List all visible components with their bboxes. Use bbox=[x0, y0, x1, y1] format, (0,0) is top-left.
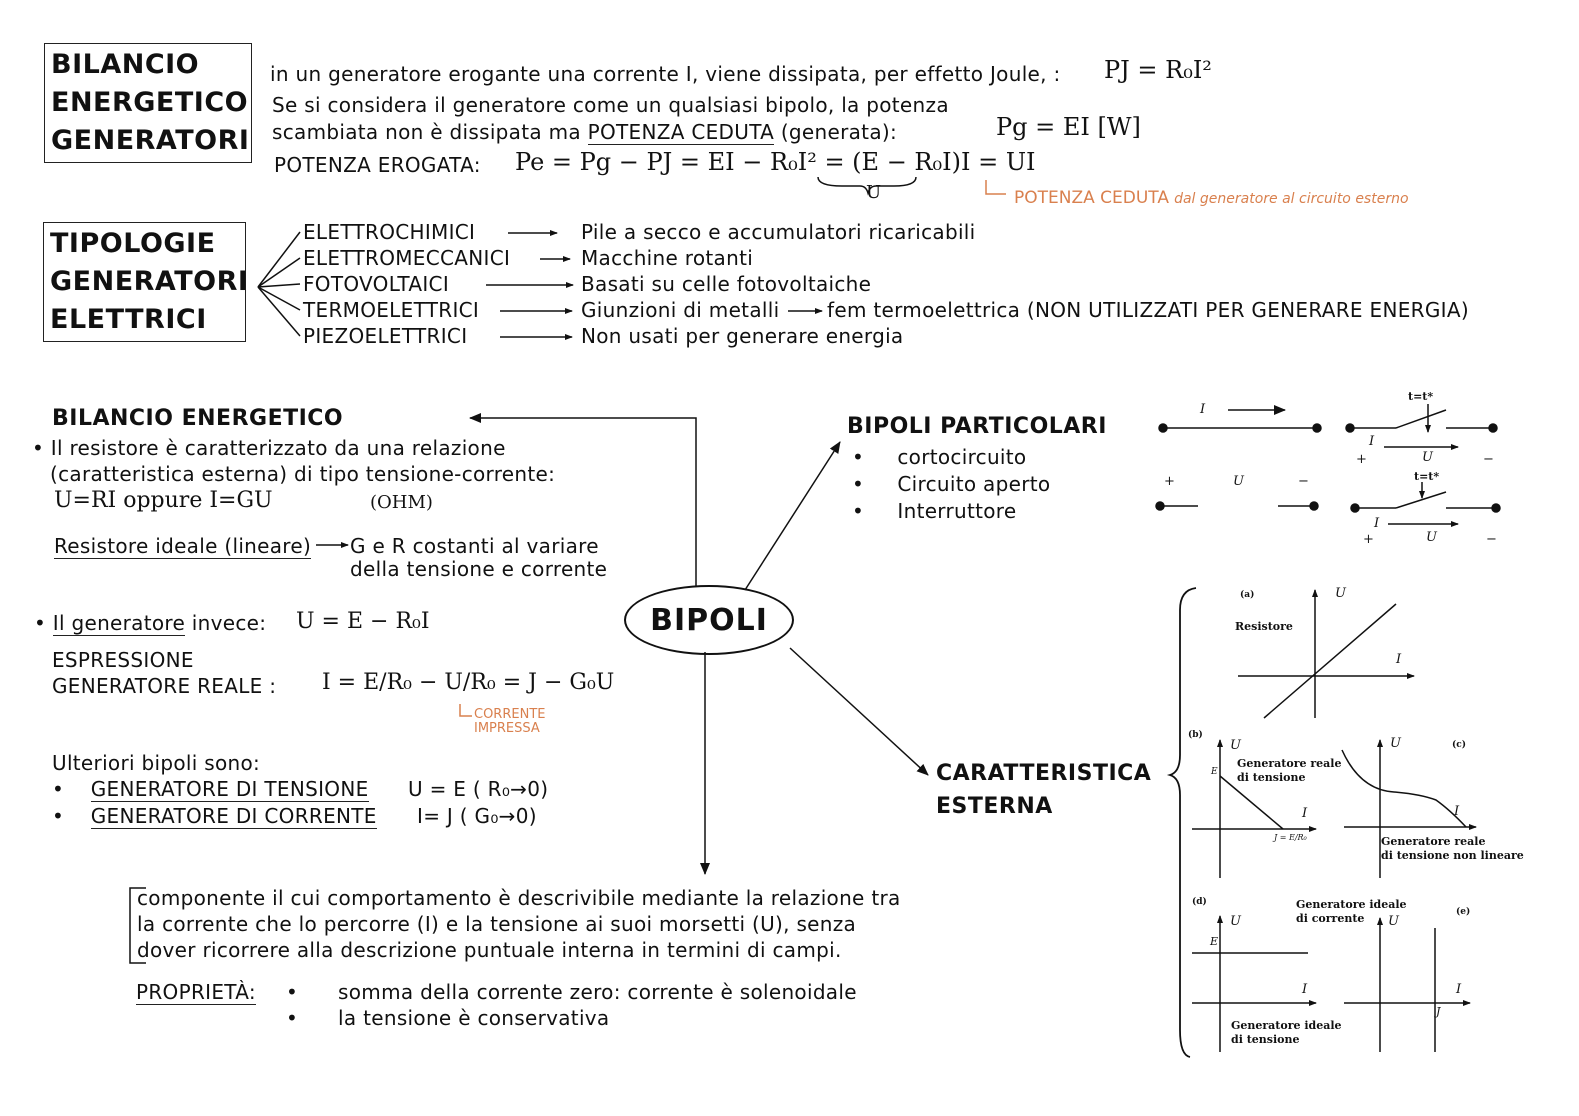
gen-tensione-formula: U = E ( R₀→0) bbox=[408, 777, 549, 801]
graph-c-name bbox=[1381, 835, 1524, 863]
graph-d-tag: (d) bbox=[1192, 897, 1207, 907]
title-line: GENERATORI bbox=[51, 125, 250, 156]
graph-a-y: U bbox=[1335, 586, 1346, 601]
orange-hook bbox=[986, 180, 1006, 194]
title-line: BILANCIO bbox=[51, 49, 200, 80]
bp-item-cortocircuito: • cortocircuito bbox=[852, 445, 1027, 469]
sw1-U: U bbox=[1422, 450, 1433, 465]
title-line: ENERGETICO bbox=[51, 87, 249, 118]
type-arrows bbox=[486, 233, 822, 337]
sw2-I: I bbox=[1374, 516, 1380, 531]
sw2-minus: − bbox=[1486, 532, 1497, 547]
graph-b-x: I bbox=[1302, 806, 1308, 821]
joule-line: in un generatore erogante una corrente I, viene dissipata, per effetto Joule, : bbox=[270, 62, 1061, 86]
generatore-underlined: Il generatore bbox=[52, 611, 186, 635]
graph-b-x0: J = E/R₀ bbox=[1274, 833, 1307, 842]
gen-tensione-label: GENERATORE DI TENSIONE bbox=[90, 777, 369, 801]
bullet-resistore-l1: • Il resistore è caratterizzato da una relazione bbox=[32, 436, 506, 460]
caratteristica-title-l2: ESTERNA bbox=[936, 794, 1053, 819]
potenza-erogata-label: POTENZA EROGATA: bbox=[274, 153, 481, 177]
name-line: di tensione bbox=[1231, 1033, 1300, 1046]
sw2-U: U bbox=[1426, 530, 1437, 545]
name-line: di corrente bbox=[1296, 912, 1365, 925]
text: Interruttore bbox=[897, 499, 1017, 523]
name-line: Generatore reale bbox=[1237, 757, 1342, 770]
text: scambiata non è dissipata ma bbox=[272, 120, 581, 144]
desc-termoelettrici-extra: fem termoelettrica (NON UTILIZZATI PER GENERARE ENERGIA) bbox=[827, 298, 1469, 322]
text: Circuito aperto bbox=[897, 472, 1051, 496]
title-line: TIPOLOGIE bbox=[50, 228, 216, 259]
note-text: dal generatore al circuito esterno bbox=[1174, 191, 1409, 207]
prop-2: • la tensione è conservativa bbox=[286, 1006, 610, 1030]
ca-U: U bbox=[1233, 474, 1244, 489]
bipoli-center-ellipse: BIPOLI bbox=[624, 585, 794, 655]
graph-b-y0: E bbox=[1211, 767, 1218, 777]
bipolo-line: Se si considera il generatore come un qualsiasi bipolo, la potenza bbox=[272, 93, 949, 117]
formula-joule: PJ = R₀I² bbox=[1104, 56, 1212, 84]
gen-corrente-label: GENERATORE DI CORRENTE bbox=[90, 804, 377, 828]
bp-item-interruttore: • Interruttore bbox=[852, 499, 1017, 523]
espressione-formula: I = E/R₀ − U/R₀ = J − G₀U bbox=[322, 670, 615, 695]
graph-b-y: U bbox=[1230, 738, 1241, 753]
brace-under bbox=[818, 177, 916, 193]
espressione-l2: GENERATORE REALE : bbox=[52, 674, 277, 698]
type-elettromeccanici: ELETTROMECCANICI bbox=[303, 246, 511, 270]
ca-minus: − bbox=[1298, 474, 1309, 489]
formula-erogata: Pe = Pg − PJ = EI − R₀I² = (E − R₀I)I = UI bbox=[515, 148, 1036, 176]
graph-a-tag: (a) bbox=[1240, 590, 1255, 600]
cortocircuito-diagram bbox=[1159, 410, 1321, 432]
cc-I-label: I bbox=[1200, 402, 1206, 417]
note-line: CORRENTE bbox=[474, 707, 546, 722]
circuito-aperto-diagram bbox=[1156, 502, 1318, 510]
graph-d-x: I bbox=[1302, 982, 1308, 997]
type-elettrochimici: ELETTROCHIMICI bbox=[303, 220, 476, 244]
name-line: di tensione bbox=[1237, 771, 1306, 784]
definition-l1: componente il cui comportamento è descrivibile mediante la relazione tra bbox=[137, 886, 901, 910]
desc-termoelettrici: Giunzioni di metalli bbox=[581, 298, 780, 322]
sw2-t: t=t* bbox=[1414, 470, 1440, 483]
graph-e-tag: (e) bbox=[1456, 907, 1471, 917]
resistore-ideale-underlined: Resistore ideale (lineare) bbox=[54, 534, 312, 558]
sw1-minus: − bbox=[1483, 452, 1494, 467]
orange-hook-2 bbox=[460, 704, 472, 716]
note-strong: POTENZA CEDUTA bbox=[1014, 188, 1169, 208]
definition-l2: la corrente che lo percorre (I) e la tensione ai suoi morsetti (U), senza bbox=[137, 912, 857, 936]
graph-a-x: I bbox=[1396, 652, 1402, 667]
graph-e-y: U bbox=[1388, 914, 1399, 929]
note-line: IMPRESSA bbox=[474, 721, 540, 736]
ideale-desc-l2: della tensione e corrente bbox=[350, 557, 608, 581]
title-line: GENERATORI bbox=[50, 266, 249, 297]
text: somma della corrente zero: corrente è solenoidale bbox=[338, 980, 857, 1004]
caratteristica-title-l1: CARATTERISTICA bbox=[936, 761, 1152, 786]
text: Il resistore è caratterizzato da una relazione bbox=[50, 436, 506, 460]
espressione-l1: ESPRESSIONE bbox=[52, 648, 194, 672]
desc-elettrochimici: Pile a secco e accumulatori ricaricabili bbox=[581, 220, 976, 244]
bipoli-particolari-title: BIPOLI PARTICOLARI bbox=[847, 414, 1107, 439]
graph-a-name: Resistore bbox=[1235, 620, 1293, 633]
ohm-label: (OHM) bbox=[370, 492, 433, 513]
graph-e-x0: J bbox=[1436, 1005, 1441, 1018]
graph-d-name bbox=[1231, 1019, 1342, 1047]
gen-corrente-row: • GENERATORE DI CORRENTE bbox=[52, 804, 377, 828]
name-line: Generatore reale bbox=[1381, 835, 1486, 848]
title-line: ELETTRICI bbox=[50, 304, 207, 335]
graph-e-x: I bbox=[1456, 982, 1462, 997]
graph-b-tag: (b) bbox=[1188, 730, 1203, 740]
bp-item-aperto: • Circuito aperto bbox=[852, 472, 1051, 496]
sw1-plus: + bbox=[1356, 452, 1367, 467]
desc-fotovoltaici: Basati su celle fotovoltaiche bbox=[581, 272, 872, 296]
graph-c-y: U bbox=[1390, 736, 1401, 751]
ulteriori-bipoli: Ulteriori bipoli sono: bbox=[52, 751, 261, 775]
text: (generata): bbox=[780, 120, 898, 144]
fan-lines bbox=[258, 232, 300, 336]
formula-u-brace: U bbox=[866, 182, 882, 203]
bullet-resistore-l2: (caratteristica esterna) di tipo tensione-corrente: bbox=[50, 462, 556, 486]
graph-a bbox=[1238, 590, 1414, 718]
type-termoelettrici: TERMOELETTRICI bbox=[303, 298, 480, 322]
graph-d-y0: E bbox=[1210, 935, 1219, 948]
graph-b-name bbox=[1237, 757, 1341, 785]
generatore-formula: U = E − R₀I bbox=[296, 609, 430, 634]
text: invece: bbox=[191, 611, 267, 635]
gen-tensione-row: • GENERATORE DI TENSIONE bbox=[52, 777, 369, 801]
formula-generated: Pg = EI [W] bbox=[996, 113, 1141, 141]
desc-piezoelettrici: Non usati per generare energia bbox=[581, 324, 904, 348]
text: cortocircuito bbox=[897, 445, 1027, 469]
graph-c-x: I bbox=[1454, 804, 1460, 819]
gen-corrente-formula: I= J ( G₀→0) bbox=[417, 804, 537, 828]
generatore-invece: • Il generatore invece: bbox=[34, 611, 267, 635]
proprieta-underlined: PROPRIETÀ: bbox=[136, 980, 256, 1004]
sw1-t: t=t* bbox=[1408, 390, 1434, 403]
graph-d-y: U bbox=[1230, 914, 1241, 929]
ideale-desc-l1: G e R costanti al variare bbox=[350, 534, 599, 558]
graph-e bbox=[1344, 918, 1470, 1052]
name-line: Generatore ideale bbox=[1231, 1019, 1342, 1032]
bilancio-title: BILANCIO ENERGETICO bbox=[52, 406, 344, 431]
type-fotovoltaici: FOTOVOLTAICI bbox=[303, 272, 450, 296]
text: la tensione è conservativa bbox=[338, 1006, 610, 1030]
name-line: di tensione non lineare bbox=[1381, 849, 1524, 862]
desc-elettromeccanici: Macchine rotanti bbox=[581, 246, 754, 270]
graph-c-tag: (c) bbox=[1452, 740, 1466, 750]
potenza-ceduta-underlined: POTENZA CEDUTA bbox=[587, 120, 775, 144]
prop-1: • somma della corrente zero: corrente è solenoidale bbox=[286, 980, 857, 1004]
mindmap-arrows bbox=[470, 418, 928, 874]
definition-bracket bbox=[130, 888, 146, 963]
sw1-I: I bbox=[1369, 434, 1375, 449]
name-line: Generatore ideale bbox=[1296, 898, 1407, 911]
sw2-plus: + bbox=[1363, 532, 1374, 547]
type-piezoelettrici: PIEZOELETTRICI bbox=[303, 324, 468, 348]
definition-l3: dover ricorrere alla descrizione puntuale interna in termini di campi. bbox=[137, 938, 842, 962]
caratteristica-brace bbox=[1170, 588, 1196, 1057]
ohm-formula: U=RI oppure I=GU bbox=[54, 488, 273, 513]
ca-plus: + bbox=[1164, 474, 1175, 489]
